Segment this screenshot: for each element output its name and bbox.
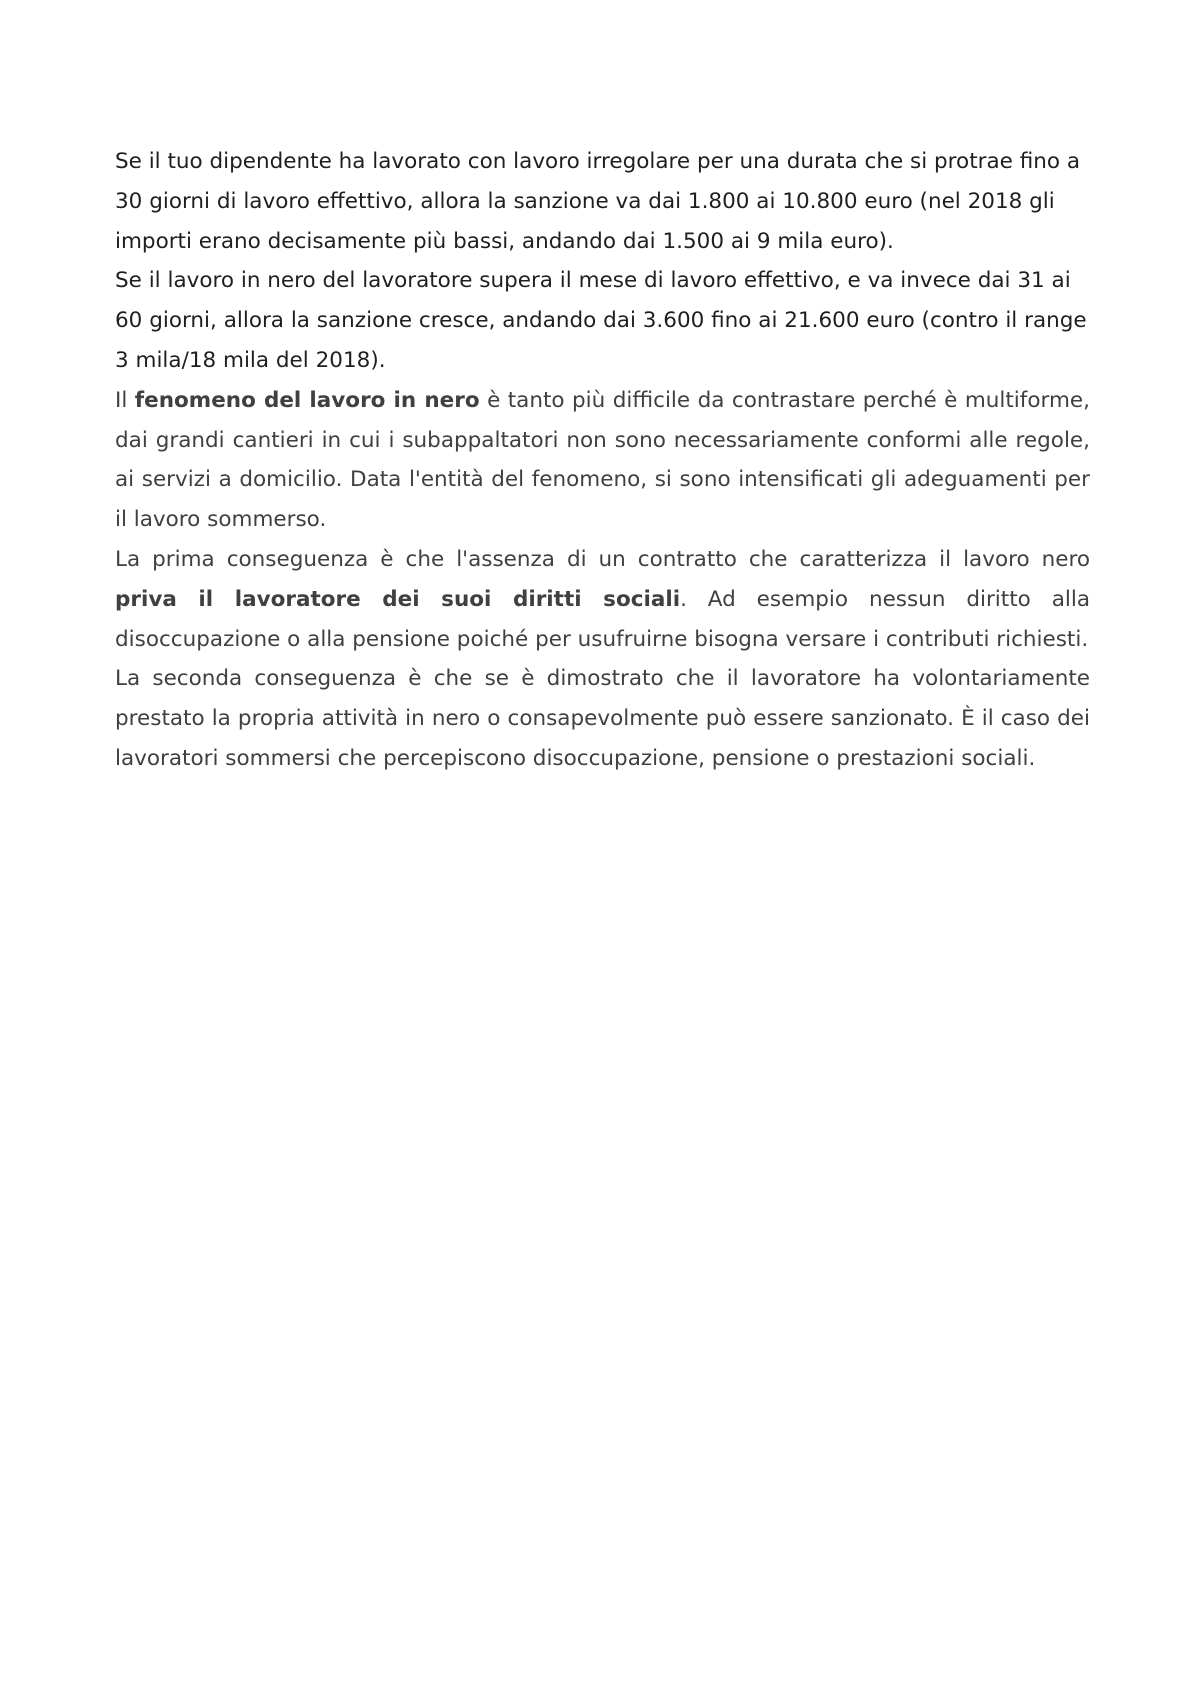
paragraph-sanction-60-days: Se il lavoro in nero del lavoratore supera il mese di lavoro effettivo, e va invece dai 31 ai 60 giorni, allora la sanzione cresce, andando dai 3.600 fino ai 21.600 euro (contro il range 3 mila/18 mila del 2018). [115, 268, 1087, 373]
paragraph-phenomenon-intro: Il [115, 387, 135, 413]
bold-phrase-diritti-sociali: priva il lavoratore dei suoi diritti sociali [115, 586, 681, 612]
bold-phrase-lavoro-in-nero: fenomeno del lavoro in nero [134, 387, 480, 413]
paragraph-first-consequence-rest: . Ad esempio nessun diritto alla disoccupazione o alla pensione poiché per usufruirne bisogna versare i contributi richiesti. [115, 586, 1090, 652]
document-body [115, 142, 1090, 779]
paragraph-phenomenon-rest: è tanto più difficile da contrastare perché è multiforme, dai grandi cantieri in cui i subappaltatori non sono necessariamente conformi alle regole, ai servizi a domicilio. Data l'entità del fenomeno, si sono intensificati gli adeguamenti per il lavoro sommerso. [115, 387, 1090, 533]
paragraph-first-consequence-intro: La prima conseguenza è che l'assenza di un contratto che caratterizza il lavoro nero [115, 546, 1090, 572]
paragraph-phenomenon [115, 381, 1090, 540]
paragraph-first-consequence [115, 540, 1090, 659]
paragraph-second-consequence: La seconda conseguenza è che se è dimostrato che il lavoratore ha volontariamente prestato la propria attività in nero o consapevolmente può essere sanzionato. È il caso dei lavoratori sommersi che percepiscono disoccupazione, pensione o prestazioni sociali. [115, 666, 1090, 771]
paragraph-sanction-30-days: Se il tuo dipendente ha lavorato con lavoro irregolare per una durata che si protrae fino a 30 giorni di lavoro effettivo, allora la sanzione va dai 1.800 ai 10.800 euro (nel 2018 gli importi erano decisamente più bassi, andando dai 1.500 ai 9 mila euro). [115, 149, 1081, 254]
